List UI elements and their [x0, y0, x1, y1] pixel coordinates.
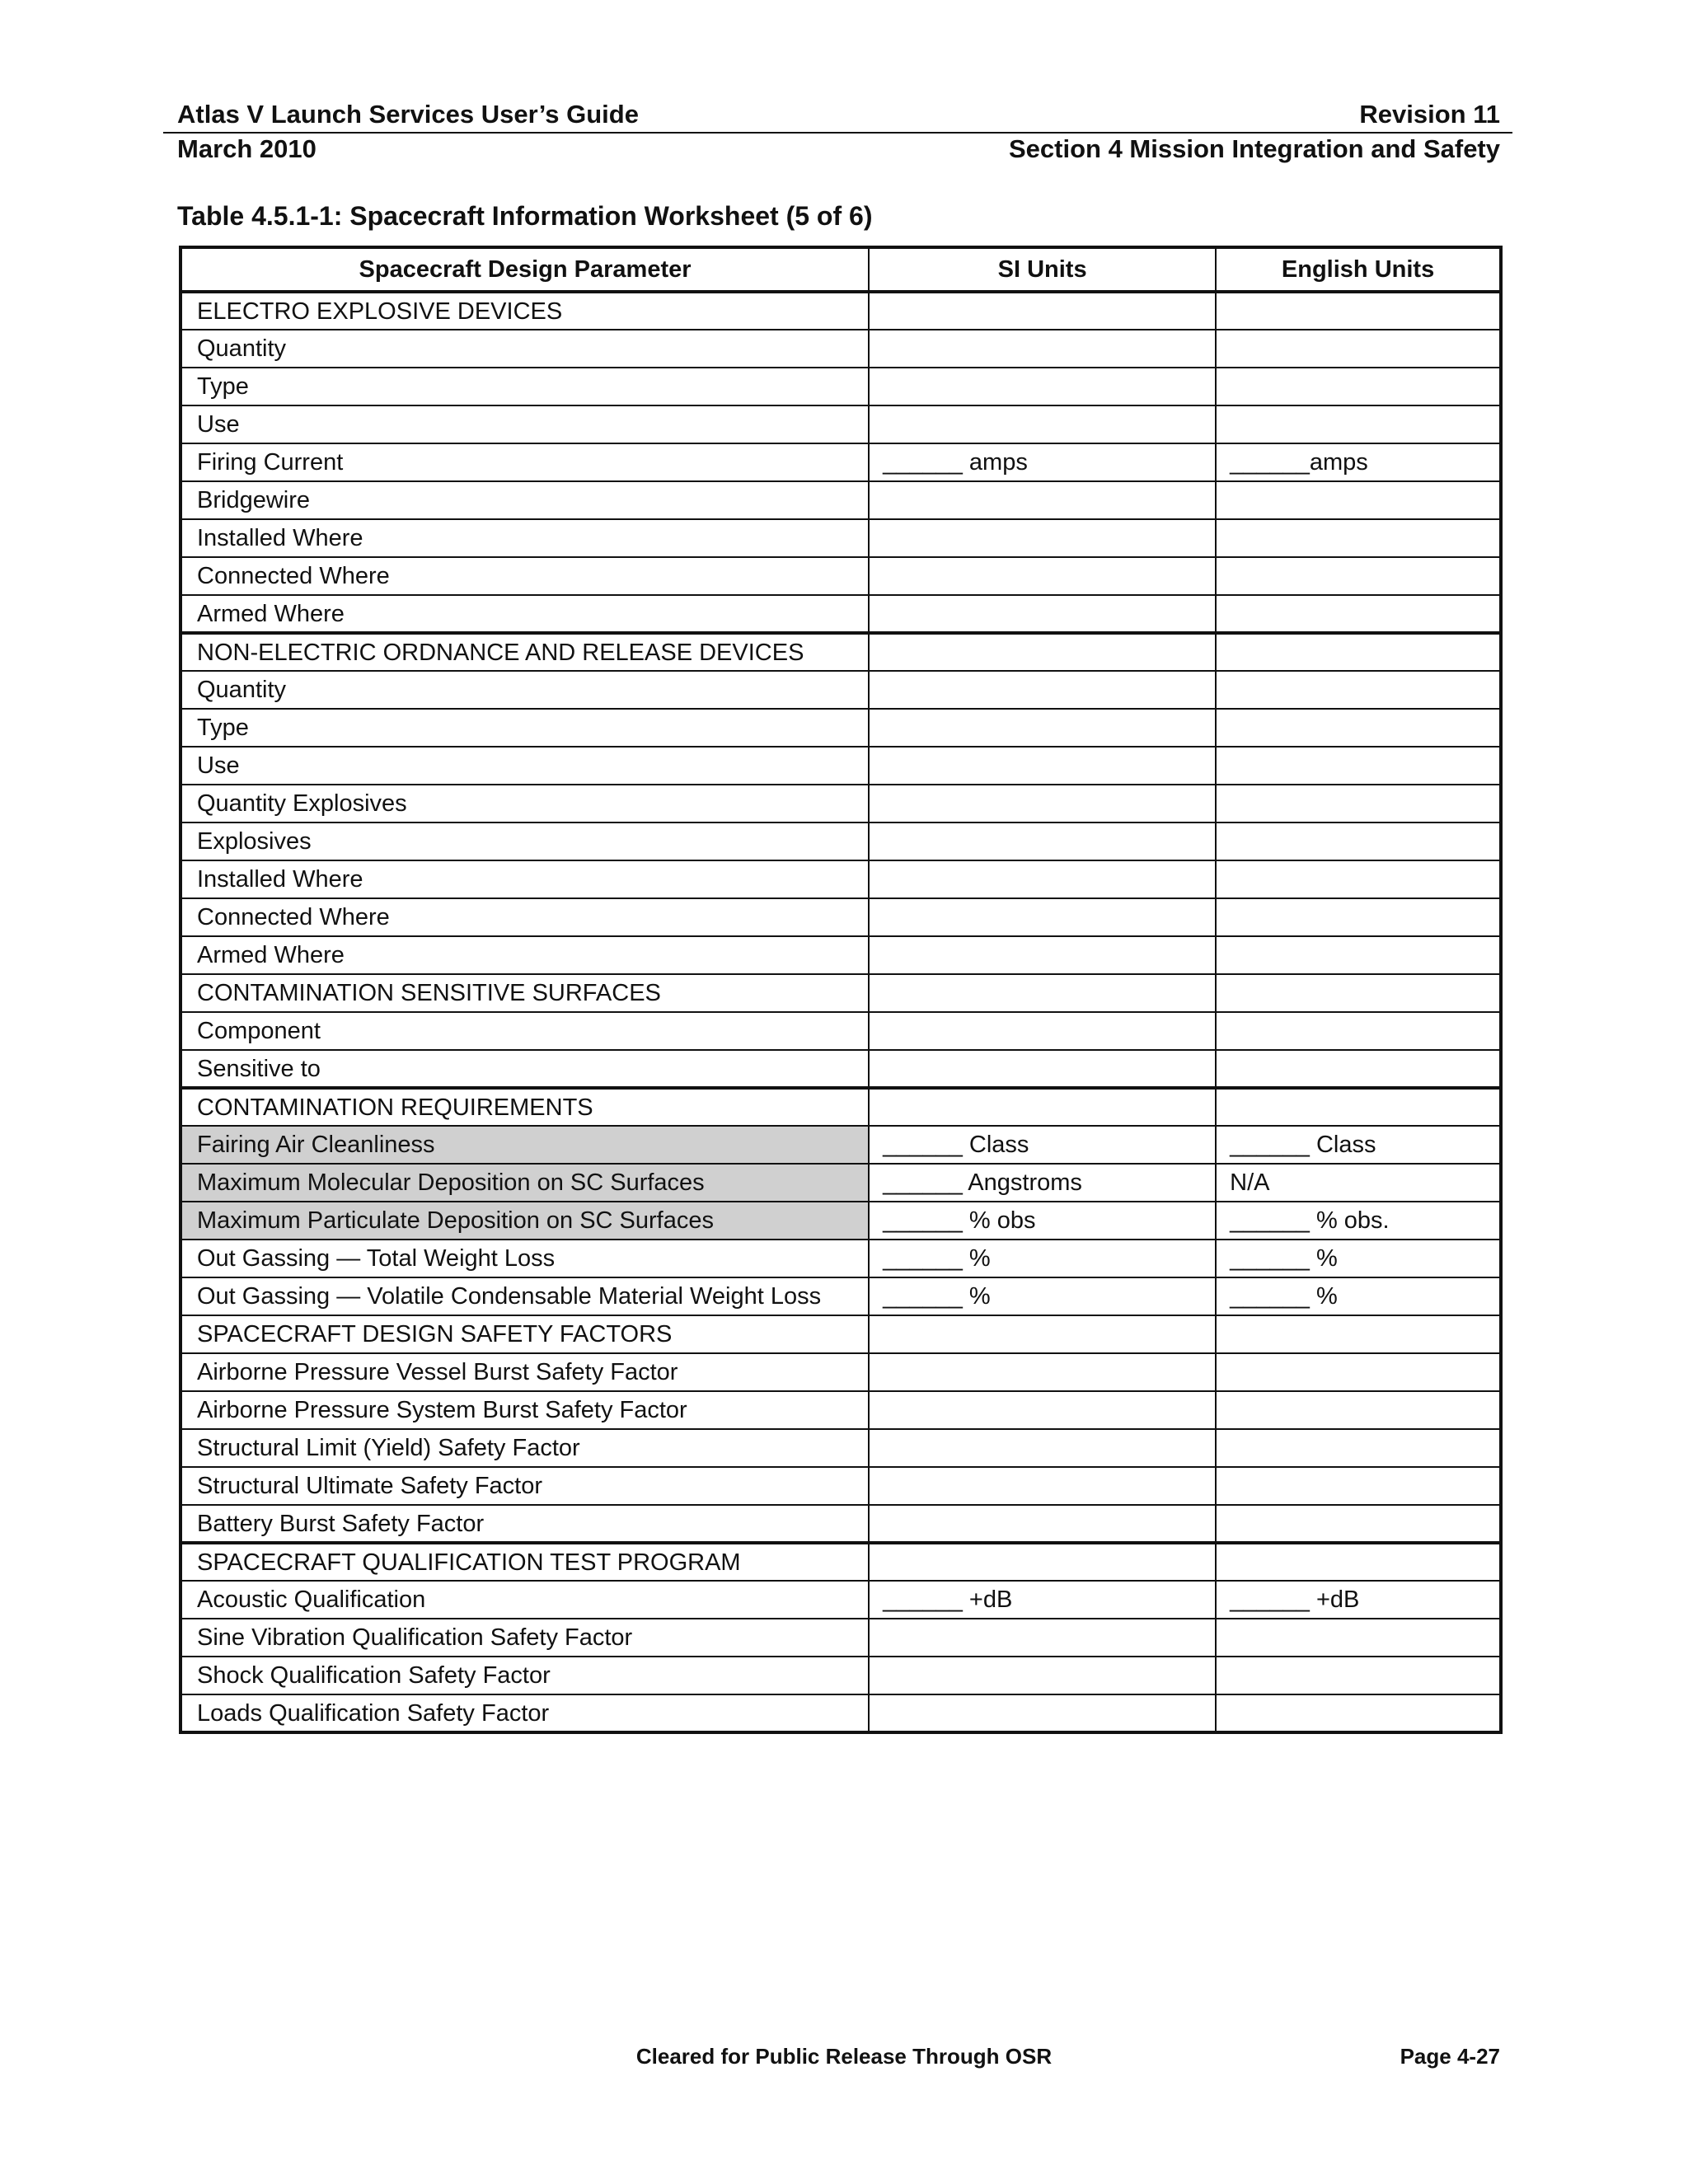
revision-label: Revision 11 [1359, 100, 1500, 129]
english-units-cell[interactable]: ______ +dB [1216, 1581, 1501, 1619]
parameter-cell: Component [181, 1012, 869, 1050]
table-row [181, 1164, 1501, 1202]
table-row [181, 1202, 1501, 1240]
english-units-cell[interactable] [1216, 1657, 1501, 1694]
parameter-cell: Quantity [181, 671, 869, 709]
table-row [181, 1619, 1501, 1657]
english-units-cell[interactable] [1216, 557, 1501, 595]
si-units-cell[interactable] [869, 671, 1216, 709]
english-units-cell[interactable] [1216, 1543, 1501, 1581]
parameter-cell: Out Gassing — Volatile Condensable Material Weight Loss [181, 1277, 869, 1315]
table-row [181, 747, 1501, 785]
si-units-cell[interactable] [869, 1050, 1216, 1088]
si-units-cell[interactable] [869, 1088, 1216, 1126]
table-row [181, 785, 1501, 823]
table-row [181, 1505, 1501, 1543]
english-units-cell[interactable] [1216, 1391, 1501, 1429]
document-date: March 2010 [177, 134, 316, 163]
english-units-cell[interactable] [1216, 1467, 1501, 1505]
table-row [181, 936, 1501, 974]
parameter-cell: Out Gassing — Total Weight Loss [181, 1240, 869, 1277]
parameter-cell: Bridgewire [181, 481, 869, 519]
table-row [181, 1657, 1501, 1694]
parameter-cell: Quantity [181, 330, 869, 368]
si-units-cell[interactable] [869, 1391, 1216, 1429]
parameter-cell: Structural Limit (Yield) Safety Factor [181, 1429, 869, 1467]
english-units-cell[interactable] [1216, 405, 1501, 443]
table-row [181, 1429, 1501, 1467]
si-units-cell[interactable] [869, 709, 1216, 747]
english-units-cell[interactable] [1216, 368, 1501, 405]
si-units-cell[interactable] [869, 747, 1216, 785]
si-units-cell[interactable] [869, 1543, 1216, 1581]
si-units-cell[interactable] [869, 898, 1216, 936]
table-row [181, 1694, 1501, 1732]
table-header-row [181, 247, 1501, 292]
parameter-cell: NON-ELECTRIC ORDNANCE AND RELEASE DEVICES [181, 633, 869, 671]
table-row [181, 557, 1501, 595]
english-units-cell[interactable] [1216, 747, 1501, 785]
parameter-cell: Quantity Explosives [181, 785, 869, 823]
parameter-cell: Explosives [181, 823, 869, 860]
si-units-cell[interactable] [869, 481, 1216, 519]
english-units-cell[interactable]: ______ % [1216, 1240, 1501, 1277]
english-units-cell[interactable] [1216, 519, 1501, 557]
si-units-cell[interactable] [869, 974, 1216, 1012]
english-units-cell[interactable] [1216, 785, 1501, 823]
si-units-cell[interactable] [869, 1694, 1216, 1732]
english-units-cell[interactable]: ______ % [1216, 1277, 1501, 1315]
parameter-cell: Maximum Molecular Deposition on SC Surfaces [181, 1164, 869, 1202]
parameter-cell: Armed Where [181, 936, 869, 974]
table-row [181, 974, 1501, 1012]
parameter-cell: ELECTRO EXPLOSIVE DEVICES [181, 292, 869, 330]
parameter-cell: Loads Qualification Safety Factor [181, 1694, 869, 1732]
si-units-cell[interactable] [869, 519, 1216, 557]
table-row [181, 1391, 1501, 1429]
english-units-cell[interactable] [1216, 1429, 1501, 1467]
table-row [181, 368, 1501, 405]
si-units-cell[interactable]: ______ Class [869, 1126, 1216, 1164]
table-row [181, 1581, 1501, 1619]
english-units-cell[interactable] [1216, 1050, 1501, 1088]
table-row [181, 860, 1501, 898]
si-units-cell[interactable] [869, 785, 1216, 823]
table-row [181, 1467, 1501, 1505]
english-units-cell[interactable] [1216, 860, 1501, 898]
parameter-cell: Use [181, 405, 869, 443]
page-number: Page 4-27 [1400, 2044, 1500, 2069]
parameter-cell: Shock Qualification Safety Factor [181, 1657, 869, 1694]
table-title: Table 4.5.1-1: Spacecraft Information Worksheet (5 of 6) [177, 201, 873, 231]
parameter-cell: Connected Where [181, 557, 869, 595]
column-header-si-units: SI Units [869, 247, 1216, 292]
english-units-cell[interactable]: N/A [1216, 1164, 1501, 1202]
table-row [181, 1353, 1501, 1391]
english-units-cell[interactable] [1216, 481, 1501, 519]
parameter-cell: Armed Where [181, 595, 869, 633]
table-row [181, 443, 1501, 481]
table-row [181, 1543, 1501, 1581]
header-rule [163, 132, 1512, 134]
si-units-cell[interactable]: ______ Angstroms [869, 1164, 1216, 1202]
si-units-cell[interactable] [869, 405, 1216, 443]
table-row [181, 633, 1501, 671]
parameter-cell: Airborne Pressure System Burst Safety Factor [181, 1391, 869, 1429]
parameter-cell: Type [181, 368, 869, 405]
release-notice: Cleared for Public Release Through OSR [635, 2044, 1053, 2069]
english-units-cell[interactable] [1216, 1619, 1501, 1657]
table-row [181, 481, 1501, 519]
table-row [181, 405, 1501, 443]
document-title: Atlas V Launch Services User’s Guide [177, 100, 639, 129]
english-units-cell[interactable] [1216, 709, 1501, 747]
parameter-cell: Battery Burst Safety Factor [181, 1505, 869, 1543]
english-units-cell[interactable] [1216, 595, 1501, 633]
si-units-cell[interactable] [869, 1429, 1216, 1467]
table-row [181, 898, 1501, 936]
si-units-cell[interactable] [869, 936, 1216, 974]
si-units-cell[interactable] [869, 860, 1216, 898]
parameter-cell: Sine Vibration Qualification Safety Factor [181, 1619, 869, 1657]
parameter-cell: Sensitive to [181, 1050, 869, 1088]
english-units-cell[interactable] [1216, 823, 1501, 860]
table-row [181, 292, 1501, 330]
parameter-cell: SPACECRAFT QUALIFICATION TEST PROGRAM [181, 1543, 869, 1581]
table-row [181, 823, 1501, 860]
header-bottom-row [177, 134, 1500, 166]
english-units-cell[interactable]: ______ % obs. [1216, 1202, 1501, 1240]
english-units-cell[interactable]: ______amps [1216, 443, 1501, 481]
parameter-cell: Use [181, 747, 869, 785]
table-row [181, 709, 1501, 747]
table-row [181, 1012, 1501, 1050]
si-units-cell[interactable] [869, 823, 1216, 860]
table-row [181, 1050, 1501, 1088]
si-units-cell[interactable] [869, 557, 1216, 595]
parameter-cell: Firing Current [181, 443, 869, 481]
si-units-cell[interactable] [869, 633, 1216, 671]
english-units-cell[interactable] [1216, 936, 1501, 974]
table-row [181, 1088, 1501, 1126]
parameter-cell: CONTAMINATION SENSITIVE SURFACES [181, 974, 869, 1012]
parameter-cell: Acoustic Qualification [181, 1581, 869, 1619]
parameter-cell: Type [181, 709, 869, 747]
si-units-cell[interactable]: ______ amps [869, 443, 1216, 481]
parameter-cell: Installed Where [181, 519, 869, 557]
english-units-cell[interactable] [1216, 1353, 1501, 1391]
parameter-cell: Installed Where [181, 860, 869, 898]
si-units-cell[interactable] [869, 595, 1216, 633]
parameter-cell: CONTAMINATION REQUIREMENTS [181, 1088, 869, 1126]
column-header-english-units: English Units [1216, 247, 1501, 292]
column-header-parameter: Spacecraft Design Parameter [181, 247, 869, 292]
table-body [181, 292, 1501, 1732]
parameter-cell: Connected Where [181, 898, 869, 936]
header-top-row [177, 100, 1500, 131]
english-units-cell[interactable]: ______ Class [1216, 1126, 1501, 1164]
si-units-cell[interactable]: ______ % [869, 1240, 1216, 1277]
parameter-cell: Maximum Particulate Deposition on SC Surfaces [181, 1202, 869, 1240]
si-units-cell[interactable] [869, 1505, 1216, 1543]
si-units-cell[interactable] [869, 330, 1216, 368]
english-units-cell[interactable] [1216, 1012, 1501, 1050]
si-units-cell[interactable] [869, 1657, 1216, 1694]
si-units-cell[interactable] [869, 1467, 1216, 1505]
english-units-cell[interactable] [1216, 898, 1501, 936]
si-units-cell[interactable]: ______ % obs [869, 1202, 1216, 1240]
si-units-cell[interactable]: ______ +dB [869, 1581, 1216, 1619]
english-units-cell[interactable] [1216, 1505, 1501, 1543]
table-row [181, 595, 1501, 633]
table-row [181, 1277, 1501, 1315]
section-label: Section 4 Mission Integration and Safety [1009, 134, 1500, 163]
si-units-cell[interactable]: ______ % [869, 1277, 1216, 1315]
english-units-cell[interactable] [1216, 1694, 1501, 1732]
parameter-cell: Fairing Air Cleanliness [181, 1126, 869, 1164]
english-units-cell[interactable] [1216, 974, 1501, 1012]
si-units-cell[interactable] [869, 368, 1216, 405]
table-row [181, 1240, 1501, 1277]
table-row [181, 1315, 1501, 1353]
english-units-cell[interactable] [1216, 330, 1501, 368]
table-row [181, 1126, 1501, 1164]
si-units-cell[interactable] [869, 1619, 1216, 1657]
table-row [181, 330, 1501, 368]
english-units-cell[interactable] [1216, 1315, 1501, 1353]
si-units-cell[interactable] [869, 1315, 1216, 1353]
english-units-cell[interactable] [1216, 1088, 1501, 1126]
parameter-cell: Airborne Pressure Vessel Burst Safety Factor [181, 1353, 869, 1391]
table-row [181, 671, 1501, 709]
english-units-cell[interactable] [1216, 633, 1501, 671]
si-units-cell[interactable] [869, 1012, 1216, 1050]
parameter-cell: Structural Ultimate Safety Factor [181, 1467, 869, 1505]
table-row [181, 519, 1501, 557]
english-units-cell[interactable] [1216, 671, 1501, 709]
parameter-cell: SPACECRAFT DESIGN SAFETY FACTORS [181, 1315, 869, 1353]
si-units-cell[interactable] [869, 1353, 1216, 1391]
spacecraft-worksheet-table [179, 246, 1503, 1734]
si-units-cell[interactable] [869, 292, 1216, 330]
english-units-cell[interactable] [1216, 292, 1501, 330]
